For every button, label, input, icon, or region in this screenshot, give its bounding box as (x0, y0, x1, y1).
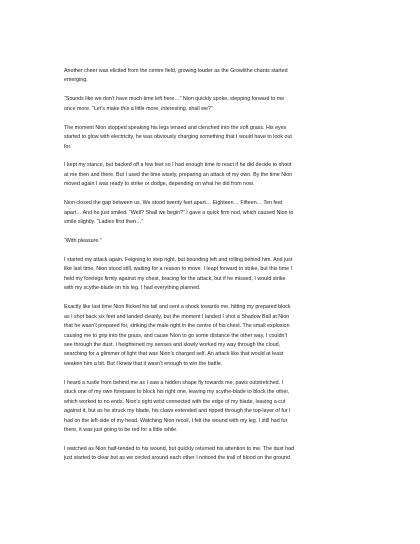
paragraph: I watched as Nion half-tended to his wound, but quickly returned his attention to me. The dust had just started to clear but as we circled around each other I noticed the trail of blood on the ground (64, 445, 294, 462)
paragraph: Exactly like last time Nion flicked his tail and sent a shock towards me, hitting my prepared block as I shot back six feet and landed cleanly, but the moment I landed I shot a Shadow Ball at Nion that he wasn’t prepared for, striking the male right in the centre of his chest. The small explosion causing me to grip into the grass, and cause Nion to go some distance the other way, I couldn’t see through the dust. I heightened my senses and slowly worked my way through the cloud, searching for a glimmer of light that was Nion’s charged self. An attack like that would at least weaken him a bit. But I knew that it wasn’t enough to win the battle. (64, 304, 291, 367)
paragraph: I kept my stance, but backed off a few feet so I had enough time to react if he did decide to shoot at me then and there. But I used the time wisely, preparing an attack of my own. By the time Nion moved again I was ready to strike or dodge, depending on what he did from now. (64, 162, 293, 188)
paragraph: “Sounds like we don’t have much time left here…” Nion quickly spoke, stepping forward to me once more. “Let’s make this a little more, interesting, shall we?” (64, 96, 285, 112)
document-body (64, 67, 364, 473)
paragraph: I started my attack again. Feigning to step right, but bounding left and rolling behind him. And just like last time, Nion stood still, waiting for a reason to move. I leapt forward to strike, but this time I held my forelegs firmly against my chest, bracing for the attack, but if he missed, I would strike with my scythe-blade on his leg. I had everything planned. (64, 256, 293, 292)
paragraph: I heard a rustle from behind me as I saw a hidden shape fly towards me, paws outstretched. I stuck one of my own forepaws to block his right one, leaving my scythe-blade to block the other, which worked to no ends. Nion’s right wrist connected with the edge of my blade, leaving a cut against it, but as he struck my blade, his claws extended and ripped through the top-layer of fur I had on the left-side of my head. Watching Nion recoil, I felt the wound with my leg. I still had fur there, it was just going to be red for a little while. (64, 379, 291, 434)
paragraph: Nion closed the gap between us. We stood twenty feet apart… Eighteen… Fifteen… Ten feet apart… And he just smiled. “Well? Shall we begin?” I gave a quick firm nod, which caused Nion to smile slightly. “Ladies first then…” (64, 200, 294, 226)
paragraph: Another cheer was elicited from the centre field, growing louder as the Growlithe chants started emerging. (64, 68, 288, 84)
paragraph: The moment Nion stopped speaking his legs tensed and clenched into the soft grass. His eyes started to glow with electricity, he was obviously charging something that I would have to look out for. (64, 124, 292, 150)
paragraph: “With pleasure.” (64, 238, 102, 245)
